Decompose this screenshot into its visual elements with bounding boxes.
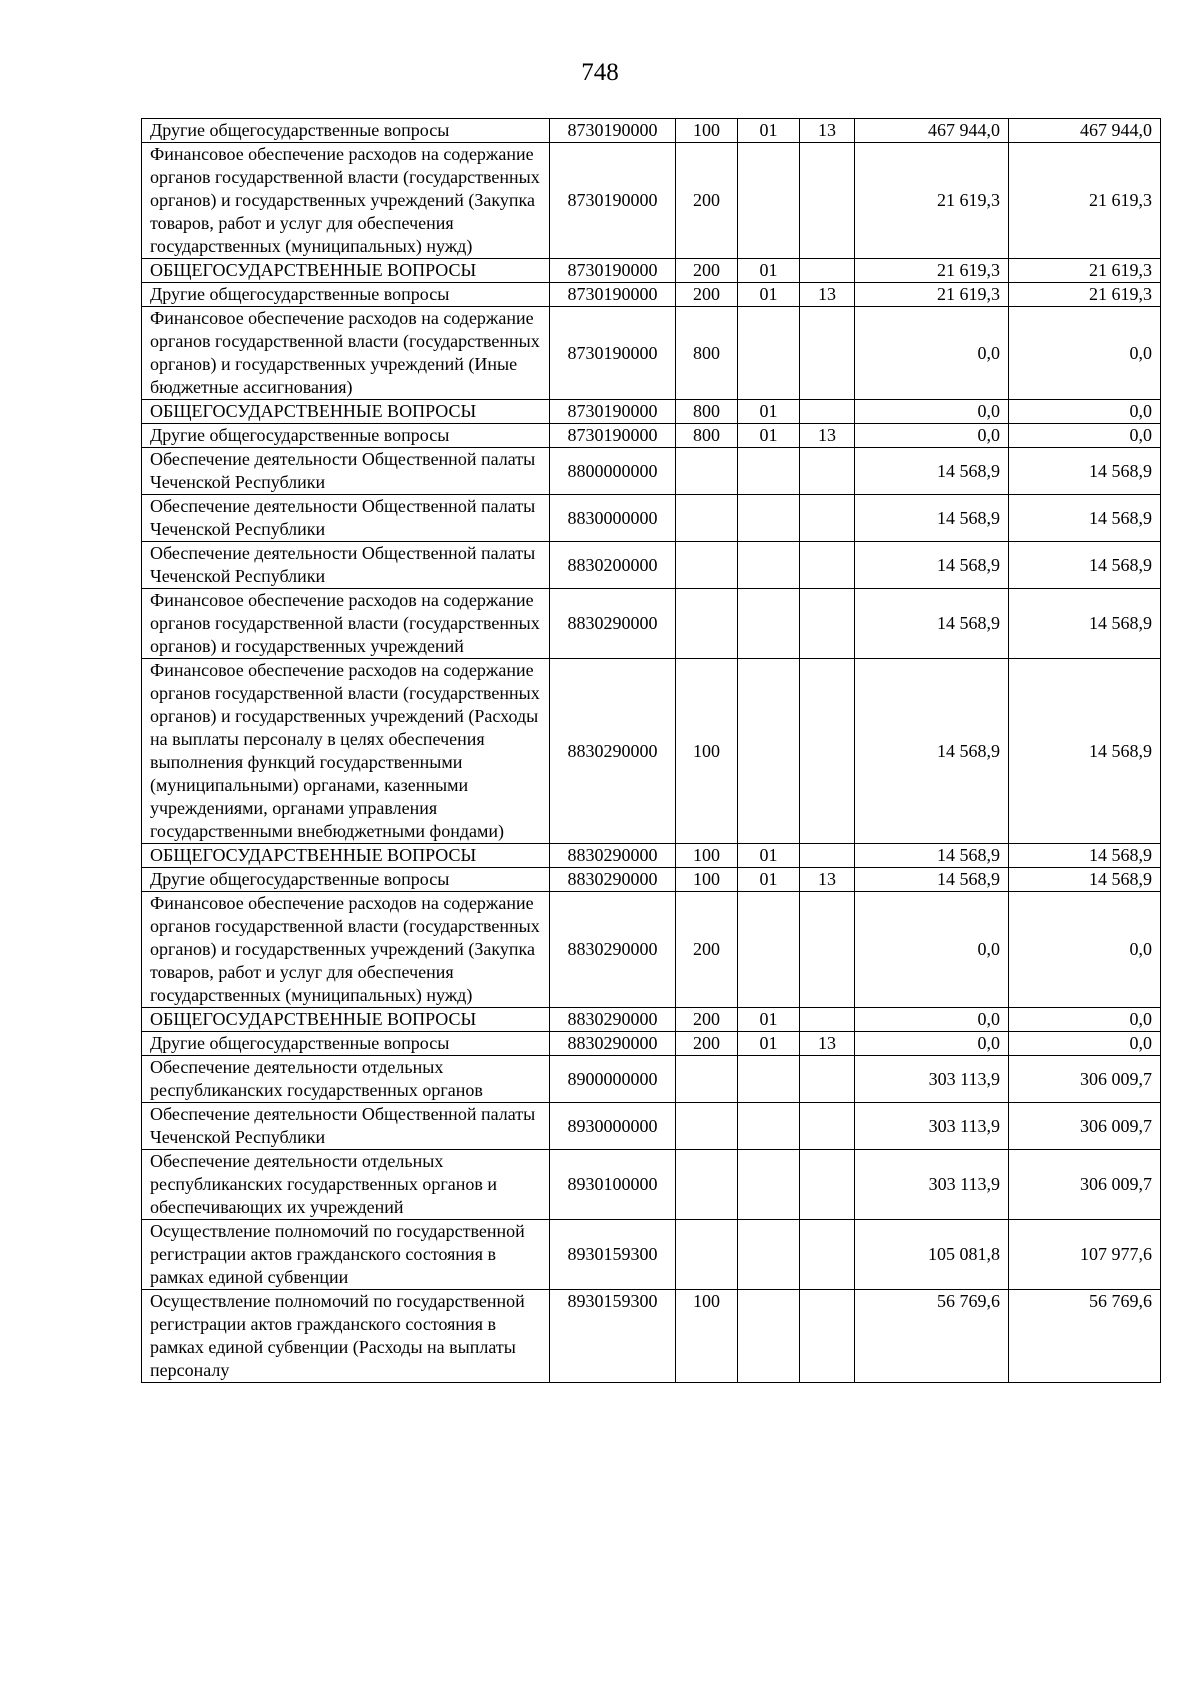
- subsection-code-cell: [800, 1103, 855, 1150]
- row-name-cell: Финансовое обеспечение расходов на содержание органов государственной власти (государственных органов) и государственных учреждений (Расходы на выплаты персоналу в целях обеспечения выполнения функций государственными (муниципальными) органами, казенными учреждениями, органами управления государственными внебюджетными фондами): [142, 659, 550, 844]
- subsection-code-cell: [800, 892, 855, 1008]
- expense-type-cell: 200: [676, 259, 738, 283]
- row-name-cell: Финансовое обеспечение расходов на содержание органов государственной власти (государственных органов) и государственных учреждений: [142, 589, 550, 659]
- table-row: [142, 448, 1161, 495]
- target-article-code-cell: 8930159300: [550, 1220, 676, 1290]
- amount-year2-cell: 14 568,9: [1009, 542, 1161, 589]
- section-code-cell: [738, 1103, 800, 1150]
- table-row: [142, 1220, 1161, 1290]
- subsection-code-cell: 13: [800, 424, 855, 448]
- target-article-code-cell: 8830290000: [550, 844, 676, 868]
- amount-year2-cell: 306 009,7: [1009, 1150, 1161, 1220]
- expense-type-cell: 800: [676, 424, 738, 448]
- amount-year1-cell: 0,0: [855, 400, 1009, 424]
- expense-type-cell: 100: [676, 659, 738, 844]
- row-name-cell: Обеспечение деятельности Общественной палаты Чеченской Республики: [142, 495, 550, 542]
- table-row: [142, 844, 1161, 868]
- target-article-code-cell: 8930100000: [550, 1150, 676, 1220]
- subsection-code-cell: [800, 1220, 855, 1290]
- table-row: [142, 589, 1161, 659]
- amount-year2-cell: 107 977,6: [1009, 1220, 1161, 1290]
- table-row: [142, 1103, 1161, 1150]
- table-body: [142, 119, 1161, 1383]
- expense-type-cell: [676, 1056, 738, 1103]
- amount-year1-cell: 0,0: [855, 307, 1009, 400]
- amount-year2-cell: 56 769,6: [1009, 1290, 1161, 1383]
- section-code-cell: [738, 448, 800, 495]
- expense-type-cell: [676, 1150, 738, 1220]
- table-row: [142, 1056, 1161, 1103]
- amount-year2-cell: 0,0: [1009, 400, 1161, 424]
- subsection-code-cell: [800, 1290, 855, 1383]
- table-row: [142, 400, 1161, 424]
- table-row: [142, 1290, 1161, 1383]
- subsection-code-cell: 13: [800, 1032, 855, 1056]
- target-article-code-cell: 8900000000: [550, 1056, 676, 1103]
- section-code-cell: [738, 1056, 800, 1103]
- target-article-code-cell: 8730190000: [550, 400, 676, 424]
- section-code-cell: [738, 495, 800, 542]
- amount-year2-cell: 306 009,7: [1009, 1056, 1161, 1103]
- row-name-cell: Осуществление полномочий по государственной регистрации актов гражданского состояния в рамках единой субвенции: [142, 1220, 550, 1290]
- row-name-cell: Другие общегосударственные вопросы: [142, 283, 550, 307]
- amount-year1-cell: 303 113,9: [855, 1056, 1009, 1103]
- amount-year1-cell: 21 619,3: [855, 143, 1009, 259]
- row-name-cell: Обеспечение деятельности Общественной палаты Чеченской Республики: [142, 542, 550, 589]
- expense-type-cell: 200: [676, 283, 738, 307]
- row-name-cell: ОБЩЕГОСУДАРСТВЕННЫЕ ВОПРОСЫ: [142, 1008, 550, 1032]
- section-code-cell: 01: [738, 400, 800, 424]
- target-article-code-cell: 8730190000: [550, 119, 676, 143]
- amount-year2-cell: 14 568,9: [1009, 844, 1161, 868]
- row-name-cell: Обеспечение деятельности отдельных республиканских государственных органов и обеспечивающих их учреждений: [142, 1150, 550, 1220]
- budget-table: [141, 118, 1161, 1383]
- expense-type-cell: 200: [676, 143, 738, 259]
- row-name-cell: Другие общегосударственные вопросы: [142, 868, 550, 892]
- target-article-code-cell: 8930000000: [550, 1103, 676, 1150]
- row-name-cell: Обеспечение деятельности Общественной палаты Чеченской Республики: [142, 1103, 550, 1150]
- table-row: [142, 424, 1161, 448]
- target-article-code-cell: 8830000000: [550, 495, 676, 542]
- amount-year1-cell: 303 113,9: [855, 1150, 1009, 1220]
- subsection-code-cell: [800, 259, 855, 283]
- expense-type-cell: 800: [676, 400, 738, 424]
- table-row: [142, 495, 1161, 542]
- amount-year1-cell: 14 568,9: [855, 589, 1009, 659]
- amount-year1-cell: 105 081,8: [855, 1220, 1009, 1290]
- row-name-cell: Обеспечение деятельности Общественной палаты Чеченской Республики: [142, 448, 550, 495]
- amount-year1-cell: 0,0: [855, 1008, 1009, 1032]
- target-article-code-cell: 8730190000: [550, 307, 676, 400]
- amount-year1-cell: 0,0: [855, 1032, 1009, 1056]
- section-code-cell: [738, 307, 800, 400]
- subsection-code-cell: [800, 307, 855, 400]
- amount-year2-cell: 306 009,7: [1009, 1103, 1161, 1150]
- expense-type-cell: [676, 448, 738, 495]
- expense-type-cell: 100: [676, 119, 738, 143]
- subsection-code-cell: 13: [800, 283, 855, 307]
- expense-type-cell: 100: [676, 844, 738, 868]
- table-row: [142, 892, 1161, 1008]
- section-code-cell: 01: [738, 259, 800, 283]
- target-article-code-cell: 8800000000: [550, 448, 676, 495]
- subsection-code-cell: [800, 495, 855, 542]
- target-article-code-cell: 8730190000: [550, 424, 676, 448]
- target-article-code-cell: 8830290000: [550, 659, 676, 844]
- amount-year2-cell: 0,0: [1009, 307, 1161, 400]
- subsection-code-cell: [800, 400, 855, 424]
- section-code-cell: [738, 143, 800, 259]
- target-article-code-cell: 8730190000: [550, 283, 676, 307]
- row-name-cell: Другие общегосударственные вопросы: [142, 424, 550, 448]
- table-row: [142, 143, 1161, 259]
- amount-year1-cell: 0,0: [855, 892, 1009, 1008]
- table-row: [142, 1032, 1161, 1056]
- expense-type-cell: [676, 1220, 738, 1290]
- section-code-cell: 01: [738, 1032, 800, 1056]
- amount-year2-cell: 21 619,3: [1009, 143, 1161, 259]
- amount-year2-cell: 21 619,3: [1009, 259, 1161, 283]
- row-name-cell: Другие общегосударственные вопросы: [142, 119, 550, 143]
- row-name-cell: Финансовое обеспечение расходов на содержание органов государственной власти (государственных органов) и государственных учреждений (Иные бюджетные ассигнования): [142, 307, 550, 400]
- expense-type-cell: 200: [676, 1008, 738, 1032]
- expense-type-cell: 100: [676, 1290, 738, 1383]
- table-row: [142, 283, 1161, 307]
- subsection-code-cell: 13: [800, 119, 855, 143]
- expense-type-cell: [676, 1103, 738, 1150]
- section-code-cell: 01: [738, 424, 800, 448]
- expense-type-cell: [676, 542, 738, 589]
- subsection-code-cell: [800, 1008, 855, 1032]
- target-article-code-cell: 8830290000: [550, 868, 676, 892]
- target-article-code-cell: 8830290000: [550, 1008, 676, 1032]
- section-code-cell: [738, 892, 800, 1008]
- amount-year2-cell: 0,0: [1009, 1008, 1161, 1032]
- amount-year1-cell: 14 568,9: [855, 542, 1009, 589]
- subsection-code-cell: 13: [800, 868, 855, 892]
- amount-year2-cell: 14 568,9: [1009, 589, 1161, 659]
- section-code-cell: [738, 542, 800, 589]
- expense-type-cell: 200: [676, 1032, 738, 1056]
- table-row: [142, 659, 1161, 844]
- expense-type-cell: [676, 589, 738, 659]
- target-article-code-cell: 8830290000: [550, 1032, 676, 1056]
- row-name-cell: Финансовое обеспечение расходов на содержание органов государственной власти (государственных органов) и государственных учреждений (Закупка товаров, работ и услуг для обеспечения государственных (муниципальных) нужд): [142, 143, 550, 259]
- row-name-cell: ОБЩЕГОСУДАРСТВЕННЫЕ ВОПРОСЫ: [142, 400, 550, 424]
- amount-year2-cell: 14 568,9: [1009, 448, 1161, 495]
- amount-year1-cell: 21 619,3: [855, 283, 1009, 307]
- table-row: [142, 1008, 1161, 1032]
- expense-type-cell: 800: [676, 307, 738, 400]
- subsection-code-cell: [800, 1150, 855, 1220]
- section-code-cell: 01: [738, 1008, 800, 1032]
- row-name-cell: Обеспечение деятельности отдельных республиканских государственных органов: [142, 1056, 550, 1103]
- section-code-cell: [738, 1220, 800, 1290]
- amount-year2-cell: 14 568,9: [1009, 868, 1161, 892]
- amount-year1-cell: 14 568,9: [855, 844, 1009, 868]
- subsection-code-cell: [800, 589, 855, 659]
- section-code-cell: 01: [738, 119, 800, 143]
- page-number: 748: [581, 59, 619, 86]
- table-row: [142, 1150, 1161, 1220]
- amount-year1-cell: 14 568,9: [855, 495, 1009, 542]
- table-row: [142, 542, 1161, 589]
- table-row: [142, 868, 1161, 892]
- amount-year1-cell: 303 113,9: [855, 1103, 1009, 1150]
- expense-type-cell: 200: [676, 892, 738, 1008]
- row-name-cell: Другие общегосударственные вопросы: [142, 1032, 550, 1056]
- subsection-code-cell: [800, 448, 855, 495]
- target-article-code-cell: 8830290000: [550, 892, 676, 1008]
- expense-type-cell: 100: [676, 868, 738, 892]
- section-code-cell: 01: [738, 868, 800, 892]
- amount-year2-cell: 14 568,9: [1009, 495, 1161, 542]
- row-name-cell: Осуществление полномочий по государственной регистрации актов гражданского состояния в рамках единой субвенции (Расходы на выплаты персоналу: [142, 1290, 550, 1383]
- amount-year1-cell: 21 619,3: [855, 259, 1009, 283]
- amount-year1-cell: 56 769,6: [855, 1290, 1009, 1383]
- table-row: [142, 307, 1161, 400]
- subsection-code-cell: [800, 659, 855, 844]
- amount-year2-cell: 0,0: [1009, 1032, 1161, 1056]
- amount-year1-cell: 14 568,9: [855, 659, 1009, 844]
- amount-year1-cell: 0,0: [855, 424, 1009, 448]
- subsection-code-cell: [800, 1056, 855, 1103]
- target-article-code-cell: 8830200000: [550, 542, 676, 589]
- target-article-code-cell: 8730190000: [550, 143, 676, 259]
- amount-year2-cell: 467 944,0: [1009, 119, 1161, 143]
- amount-year1-cell: 467 944,0: [855, 119, 1009, 143]
- subsection-code-cell: [800, 844, 855, 868]
- amount-year2-cell: 0,0: [1009, 892, 1161, 1008]
- table-row: [142, 259, 1161, 283]
- row-name-cell: Финансовое обеспечение расходов на содержание органов государственной власти (государственных органов) и государственных учреждений (Закупка товаров, работ и услуг для обеспечения государственных (муниципальных) нужд): [142, 892, 550, 1008]
- amount-year1-cell: 14 568,9: [855, 448, 1009, 495]
- section-code-cell: [738, 589, 800, 659]
- target-article-code-cell: 8830290000: [550, 589, 676, 659]
- amount-year2-cell: 14 568,9: [1009, 659, 1161, 844]
- section-code-cell: [738, 1290, 800, 1383]
- amount-year2-cell: 0,0: [1009, 424, 1161, 448]
- amount-year1-cell: 14 568,9: [855, 868, 1009, 892]
- target-article-code-cell: 8730190000: [550, 259, 676, 283]
- subsection-code-cell: [800, 542, 855, 589]
- target-article-code-cell: 8930159300: [550, 1290, 676, 1383]
- subsection-code-cell: [800, 143, 855, 259]
- section-code-cell: 01: [738, 283, 800, 307]
- section-code-cell: [738, 659, 800, 844]
- row-name-cell: ОБЩЕГОСУДАРСТВЕННЫЕ ВОПРОСЫ: [142, 844, 550, 868]
- table-row: [142, 119, 1161, 143]
- section-code-cell: 01: [738, 844, 800, 868]
- section-code-cell: [738, 1150, 800, 1220]
- row-name-cell: ОБЩЕГОСУДАРСТВЕННЫЕ ВОПРОСЫ: [142, 259, 550, 283]
- amount-year2-cell: 21 619,3: [1009, 283, 1161, 307]
- expense-type-cell: [676, 495, 738, 542]
